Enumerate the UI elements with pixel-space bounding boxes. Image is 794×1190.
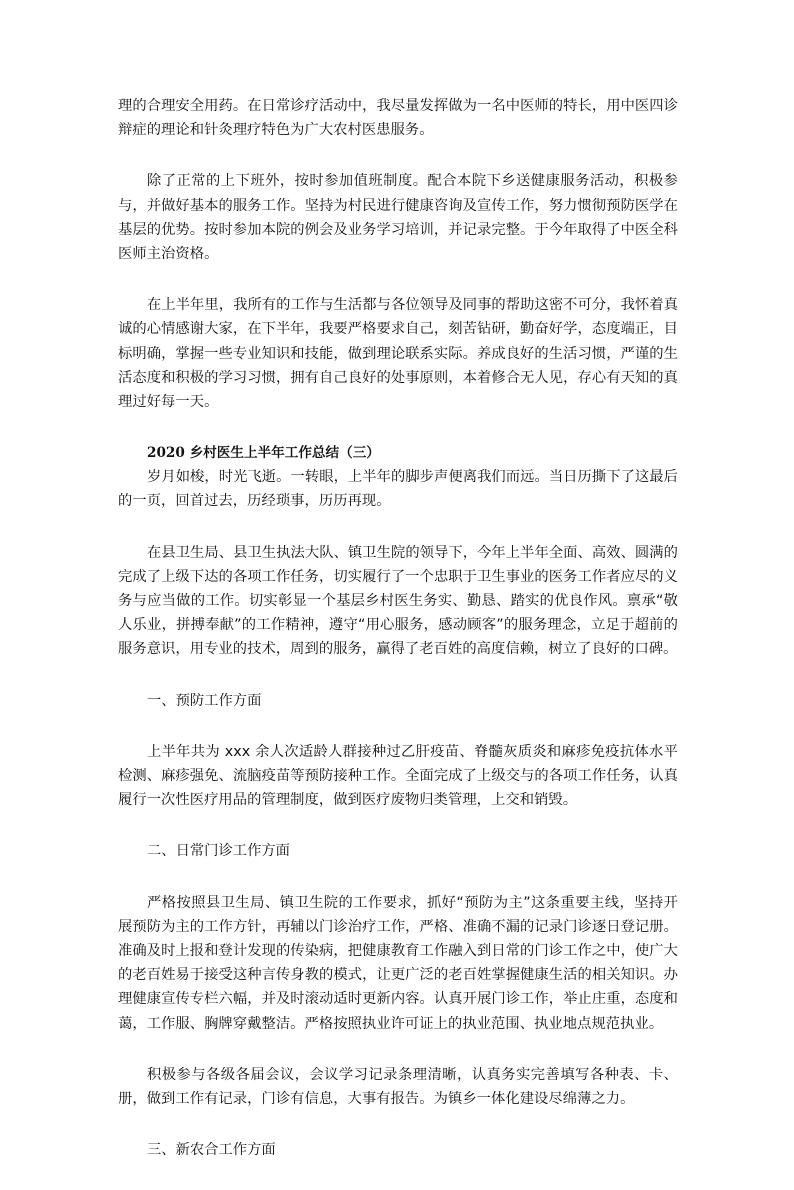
paragraph-1: 理的合理安全用药。在日常诊疗活动中，我尽量发挥做为一名中医师的特长，用中医四诊辩症的理论和针灸理疗特色为广大农村医患服务。 [118,98,678,139]
paragraph-8: 积极参与各级各届会议，会议学习记录条理清晰，认真务实完善填写各种表、卡、册，做到工作有记录，门诊有信息，大事有报告。为镇乡一体化建设尽绵薄之力。 [118,1066,678,1108]
paragraph-5: 在县卫生局、县卫生执法大队、镇卫生院的领导下，今年上半年全面、高效、圆满的完成了上级下达的各项工作任务，切实履行了一个忠职于卫生事业的医务工作者应尽的义务与应当做的工作。切实彰显一个基层乡村医生务实、勤恳、踏实的优良作风。禀承“敬人乐业，拼搏奉献”的工作精神，遵守“用心服务，感动顾客”的服务理念，立足于超前的服务意识，用专业的技术，周到的服务，赢得了老百姓的高度信赖，树立了良好的口碑。 [118,544,678,658]
heading-rural-cooperative: 三、新农合工作方面 [147,1142,276,1159]
heading-prevention: 一、预防工作方面 [147,692,262,709]
paragraph-6: 上半年共为 xxx 余人次适龄人群接种过乙肝疫苗、脊髓灰质炎和麻疹免疫抗体水平检测、麻疹强免、流脑疫苗等预防接种工作。全面完成了上级交与的各项工作任务，认真履行一次性医疗用品的管理制度，做到医疗废物归类管理，上交和销毁。 [118,743,678,809]
paragraph-4: 岁月如梭，时光飞逝。一转眼，上半年的脚步声便离我们而远。当日历撕下了这最后的一页，回首过去，历经琐事，历历再现。 [118,469,678,510]
paragraph-7: 严格按照县卫生局、镇卫生院的工作要求，抓好“预防为主”这条重要主线，坚持开展预防为主的工作方针，再辅以门诊治疗工作，严格、准确不漏的记录门诊逐日登记册。准确及时上报和登计发现的传染病，把健康教育工作融入到日常的门诊工作之中，使广大的老百姓易于接受这种言传身教的模式，让更广泛的老百姓掌握健康生活的相关知识。办理健康宣传专栏六幅，并及时滚动适时更新内容。认真开展门诊工作，举止庄重，态度和蔼，工作服、胸牌穿戴整洁。严格按照执业许可证上的执业范围、执业地点规范执业。 [118,894,678,1032]
paragraph-2: 除了正常的上下班外，按时参加值班制度。配合本院下乡送健康服务活动，积极参与，并做好基本的服务工作。坚持为村民进行健康咨询及宣传工作，努力惯彻预防医学在基层的优势。按时参加本院的例会及业务学习培训，并记录完整。于今年取得了中医全科医师主治资格。 [118,173,678,263]
document-page [118,94,678,1190]
section-title: 2020 乡村医生上半年工作总结（三） [147,445,380,462]
heading-outpatient: 二、日常门诊工作方面 [147,843,290,860]
paragraph-3: 在上半年里，我所有的工作与生活都与各位领导及同事的帮助这密不可分，我怀着真诚的心情感谢大家，在下半年，我要严格要求自己，刻苦钻研，勤奋好学，态度端正，目标明确，掌握一些专业知识和技能，做到理论联系实际。养成良好的生活习惯，严谨的生活态度和积极的学习习惯，拥有自己良好的处事原则，本着修合无人见，存心有天知的真理过好每一天。 [118,297,678,411]
